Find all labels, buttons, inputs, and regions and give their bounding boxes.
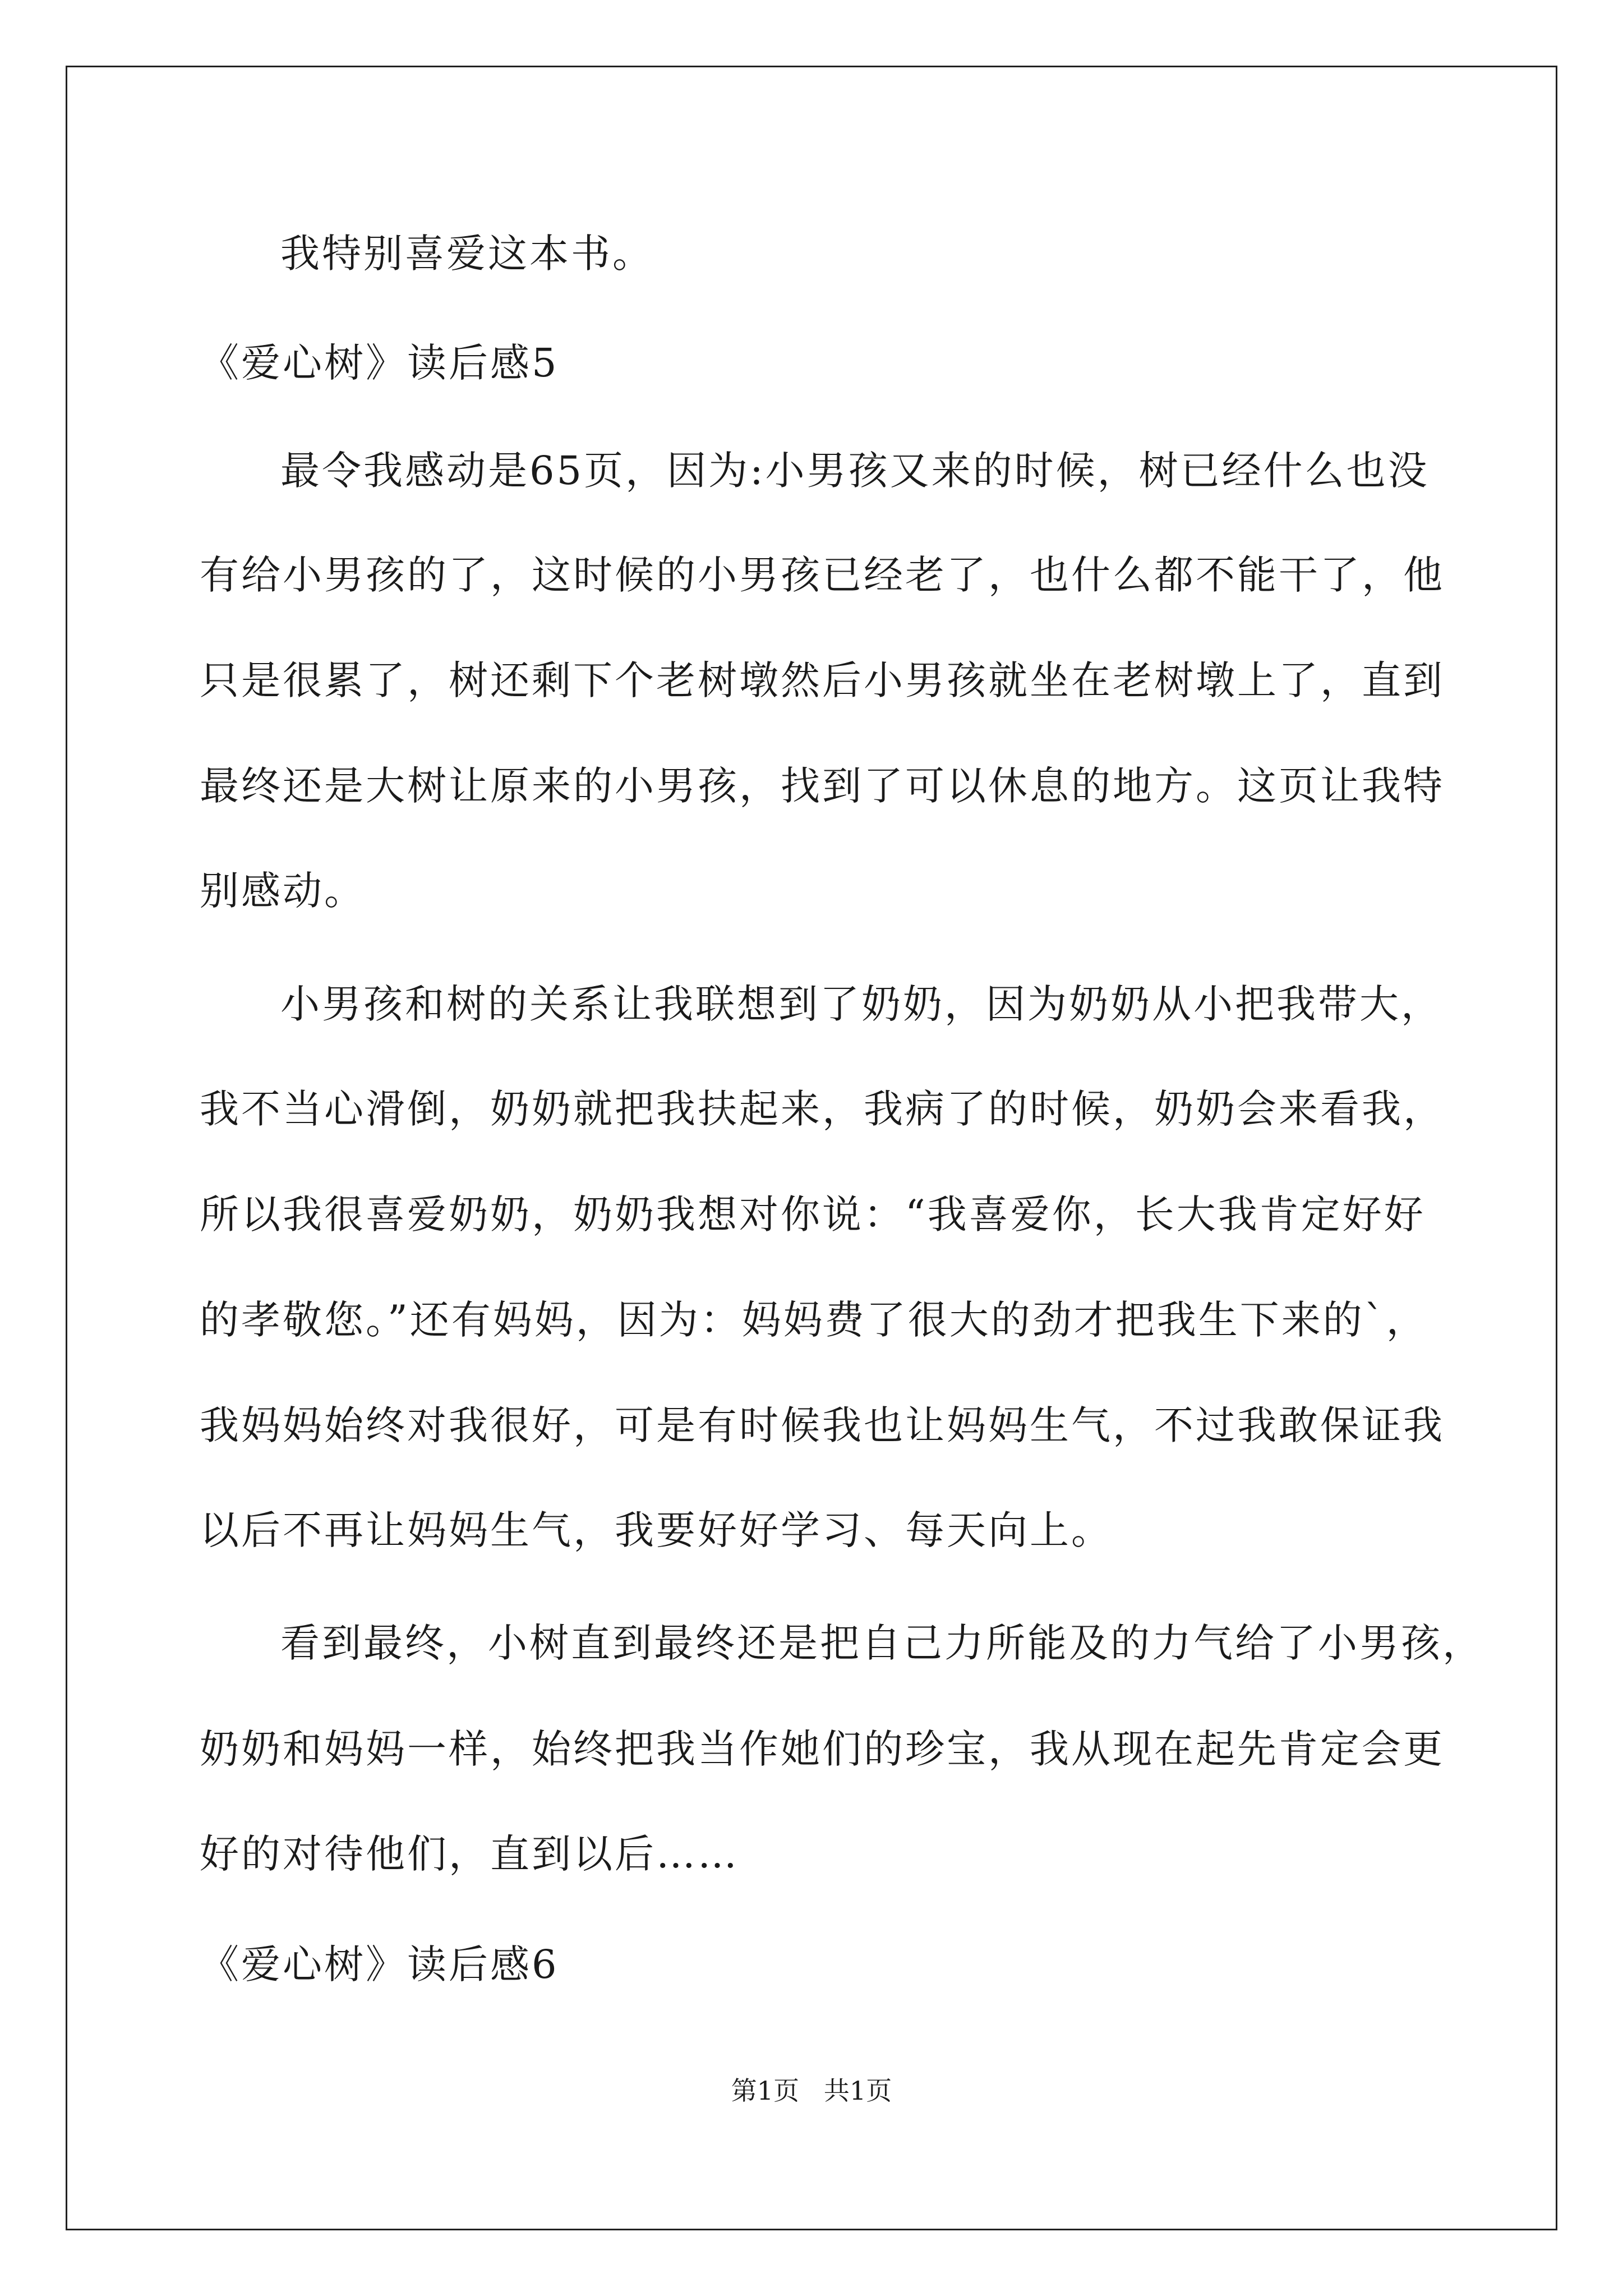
paragraph-line: 最终还是大树让原来的小男孩，找到了可以休息的地方。这页让我特 xyxy=(200,763,1445,809)
paragraph-line: 我特别喜爱这本书。 xyxy=(280,231,654,277)
page-border xyxy=(66,66,1557,2230)
paragraph-line: 小男孩和树的关系让我联想到了奶奶，因为奶奶从小把我带大， xyxy=(280,981,1442,1027)
paragraph-line: 好的对待他们，直到以后…… xyxy=(200,1831,739,1877)
paragraph-line: 别感动。 xyxy=(200,868,366,914)
paragraph-line: 只是很累了，树还剩下个老树墩然后小男孩就坐在老树墩上了，直到 xyxy=(200,657,1445,703)
paragraph-line: 我妈妈始终对我很好，可是有时候我也让妈妈生气，不过我敢保证我 xyxy=(200,1402,1445,1448)
paragraph-line: 所以我很喜爱奶奶，奶奶我想对你说：“我喜爱你，长大我肯定好好 xyxy=(200,1191,1426,1237)
section-heading: 《爱心树》读后感6 xyxy=(200,1941,559,1987)
paragraph-line: 看到最终，小树直到最终还是把自己力所能及的力气给了小男孩， xyxy=(280,1620,1484,1666)
paragraph-line: 以后不再让妈妈生气，我要好好学习、每天向上。 xyxy=(200,1507,1113,1553)
paragraph-line: 我不当心滑倒，奶奶就把我扶起来，我病了的时候，奶奶会来看我， xyxy=(200,1086,1445,1132)
paragraph-line: 的孝敬您。”还有妈妈，因为：妈妈费了很大的劲才把我生下来的`， xyxy=(200,1297,1428,1343)
paragraph-line: 有给小男孩的了，这时候的小男孩已经老了，也什么都不能干了，他 xyxy=(200,552,1445,598)
paragraph-line: 奶奶和妈妈一样，始终把我当作她们的珍宝，我从现在起先肯定会更 xyxy=(200,1726,1445,1772)
paragraph-line: 最令我感动是65页，因为:小男孩又来的时候，树已经什么也没 xyxy=(280,448,1430,494)
page-number-footer: 第1页 共1页 xyxy=(731,2076,892,2106)
section-heading: 《爱心树》读后感5 xyxy=(200,340,559,386)
